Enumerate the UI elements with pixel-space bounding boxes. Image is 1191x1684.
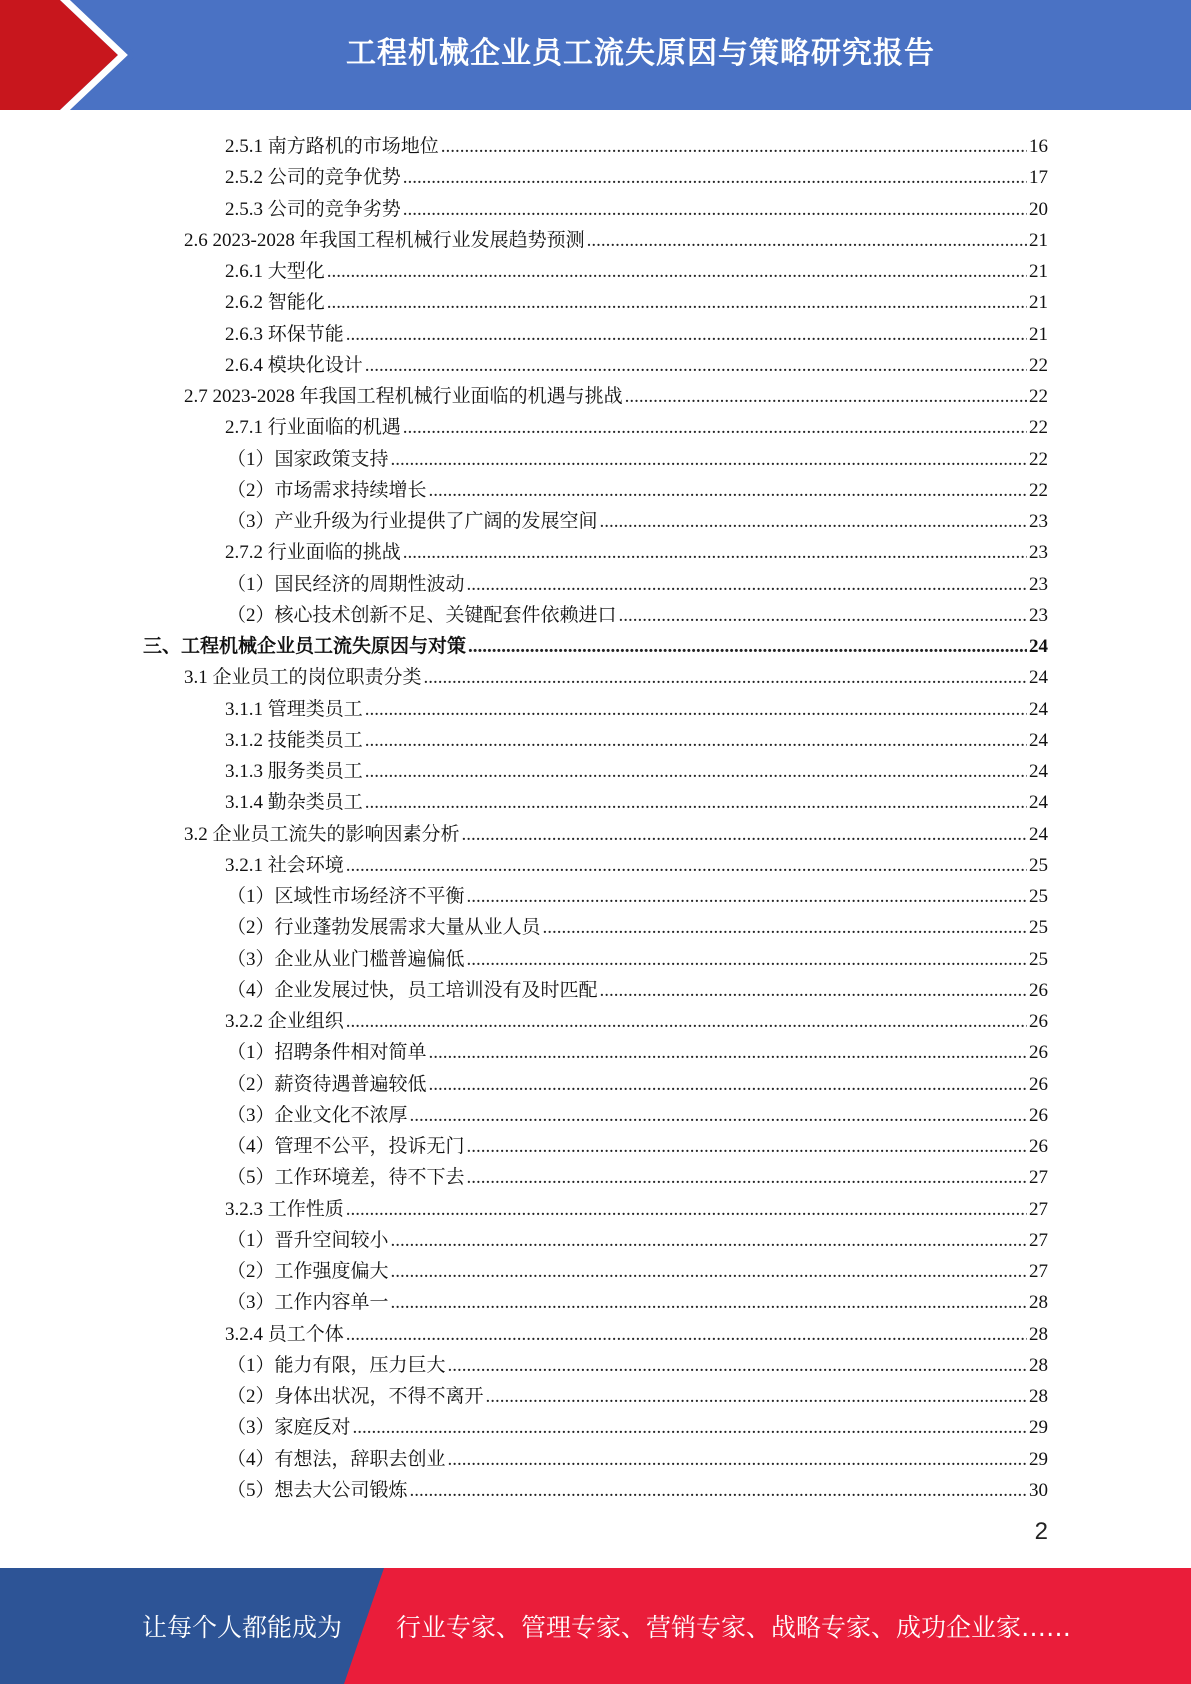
toc-entry-label: （2）市场需求持续增长	[227, 479, 427, 501]
toc-entry-page: 26	[1029, 1136, 1048, 1157]
toc-entry[interactable]	[227, 1034, 1048, 1065]
toc-entry-page: 25	[1029, 854, 1048, 876]
toc-dot-leader	[424, 666, 1027, 690]
toc-dot-leader	[429, 1041, 1027, 1065]
toc-entry[interactable]	[227, 1097, 1048, 1128]
toc-entry[interactable]	[225, 784, 1048, 815]
toc-entry-label: （5）工作环境差，待不下去	[227, 1167, 465, 1189]
toc-entry-label: （2）工作强度偏大	[227, 1261, 389, 1282]
toc-entry-label: 2.6.4 模块化设计	[225, 354, 363, 376]
toc-entry-page: 25	[1029, 948, 1048, 970]
toc-entry-label: （1）国民经济的周期性波动	[227, 573, 465, 595]
toc-entry[interactable]	[227, 878, 1048, 909]
toc-entry[interactable]	[227, 909, 1048, 940]
toc-entry-page: 28	[1029, 1323, 1048, 1345]
toc-dot-leader	[467, 1166, 1027, 1190]
toc-dot-leader	[403, 198, 1027, 222]
toc-entry[interactable]	[227, 972, 1048, 1003]
toc-entry[interactable]	[225, 316, 1048, 347]
toc-entry-label: 2.6 2023-2028 年我国工程机械行业发展趋势预测	[184, 229, 585, 251]
toc-entry[interactable]	[227, 1128, 1048, 1159]
toc-entry[interactable]	[225, 722, 1048, 753]
toc-entry-label: （1）国家政策支持	[227, 448, 389, 470]
toc-entry-page: 23	[1029, 542, 1048, 564]
toc-entry-page: 25	[1029, 917, 1048, 939]
toc-entry[interactable]	[227, 1159, 1048, 1190]
toc-entry[interactable]	[225, 847, 1048, 878]
toc-entry-label: 2.7.1 行业面临的机遇	[225, 417, 401, 439]
toc-dot-leader	[600, 510, 1027, 534]
toc-entry-label: （5）想去大公司锻炼	[227, 1479, 408, 1501]
toc-dot-leader	[467, 573, 1027, 597]
toc-entry-page: 23	[1029, 511, 1048, 532]
toc-entry[interactable]	[227, 1409, 1048, 1440]
toc-dot-leader	[346, 323, 1027, 347]
toc-entry[interactable]	[225, 253, 1048, 284]
toc-entry[interactable]	[225, 691, 1048, 722]
toc-entry[interactable]	[184, 378, 1048, 409]
toc-dot-leader	[346, 1323, 1027, 1347]
toc-entry-label: （2）身体出状况，不得不离开	[227, 1386, 484, 1407]
toc-entry-page: 22	[1029, 417, 1048, 439]
toc-entry-page: 30	[1029, 1479, 1048, 1501]
toc-entry-label: （3）企业文化不浓厚	[227, 1104, 408, 1126]
toc-entry[interactable]	[227, 1222, 1048, 1253]
toc-entry-page: 21	[1029, 323, 1048, 345]
toc-entry-label: （2）行业蓬勃发展需求大量从业人员	[227, 917, 541, 939]
toc-entry[interactable]	[184, 659, 1048, 690]
document-title: 工程机械企业员工流失原因与策略研究报告	[346, 36, 935, 71]
toc-dot-leader	[391, 1291, 1027, 1315]
toc-entry-page: 26	[1029, 1104, 1048, 1126]
toc-dot-leader	[327, 291, 1027, 315]
toc-dot-leader	[327, 260, 1027, 284]
toc-entry[interactable]	[225, 128, 1048, 159]
toc-entry-page: 16	[1029, 136, 1048, 157]
toc-entry[interactable]	[227, 1378, 1048, 1409]
toc-dot-leader	[391, 448, 1027, 472]
toc-entry-page: 24	[1029, 636, 1048, 657]
toc-entry-page: 23	[1029, 604, 1048, 626]
toc-entry[interactable]	[143, 628, 1048, 659]
toc-entry-page: 22	[1029, 354, 1048, 376]
page-number: 2	[1034, 1518, 1048, 1545]
toc-entry-page: 28	[1029, 1292, 1048, 1314]
toc-entry-label: （4）管理不公平，投诉无门	[227, 1136, 465, 1157]
toc-entry[interactable]	[227, 1066, 1048, 1097]
toc-dot-leader	[600, 979, 1027, 1003]
toc-entry-page: 24	[1029, 667, 1048, 689]
toc-dot-leader	[462, 823, 1027, 847]
toc-dot-leader	[467, 1135, 1027, 1159]
toc-entry-label: 3.1 企业员工的岗位职责分类	[184, 667, 422, 689]
toc-dot-leader	[346, 1010, 1027, 1034]
toc-entry-label: 3.2 企业员工流失的影响因素分析	[184, 823, 460, 845]
toc-entry[interactable]	[225, 1316, 1048, 1347]
toc-dot-leader	[587, 229, 1027, 253]
toc-entry[interactable]	[227, 503, 1048, 534]
toc-entry[interactable]	[227, 1347, 1048, 1378]
toc-entry-label: （3）工作内容单一	[227, 1292, 389, 1314]
toc-entry-label: 3.1.1 管理类员工	[225, 698, 363, 720]
toc-entry-label: （3）产业升级为行业提供了广阔的发展空间	[227, 511, 598, 532]
toc-entry-page: 23	[1029, 573, 1048, 595]
toc-entry-label: 3.2.4 员工个体	[225, 1323, 344, 1345]
toc-entry[interactable]	[225, 1191, 1048, 1222]
toc-entry-label: 2.5.1 南方路机的市场地位	[225, 136, 439, 157]
toc-entry[interactable]	[227, 441, 1048, 472]
toc-entry-label: （3）企业从业门槛普遍偏低	[227, 948, 465, 970]
toc-dot-leader	[403, 416, 1027, 440]
toc-entry-page: 26	[1029, 1073, 1048, 1095]
toc-entry-label: （4）有想法，辞职去创业	[227, 1448, 446, 1470]
toc-dot-leader	[365, 791, 1027, 815]
toc-entry-label: 2.6.1 大型化	[225, 261, 325, 282]
toc-dot-leader	[391, 1260, 1027, 1284]
toc-entry-page: 20	[1029, 198, 1048, 220]
toc-dot-leader	[365, 760, 1027, 784]
toc-entry[interactable]	[184, 816, 1048, 847]
toc-entry-page: 29	[1029, 1448, 1048, 1470]
toc-entry-page: 24	[1029, 792, 1048, 814]
toc-entry-label: （1）区域性市场经济不平衡	[227, 886, 465, 907]
toc-dot-leader	[391, 1229, 1027, 1253]
toc-dot-leader	[543, 916, 1027, 940]
toc-entry[interactable]	[225, 534, 1048, 565]
toc-entry-label: 3.1.3 服务类员工	[225, 761, 363, 782]
toc-entry[interactable]	[227, 1253, 1048, 1284]
toc-entry-label: 3.1.4 勤杂类员工	[225, 792, 363, 814]
toc-entry[interactable]	[227, 566, 1048, 597]
toc-entry-label: 3.1.2 技能类员工	[225, 729, 363, 751]
toc-entry-label: （1）晋升空间较小	[227, 1229, 389, 1251]
header-arrow-decoration	[0, 0, 150, 110]
footer-slogan-left: 让每个人都能成为	[142, 1613, 343, 1642]
toc-dot-leader	[467, 948, 1027, 972]
toc-entry-page: 22	[1029, 386, 1048, 407]
toc-entry-label: （1）招聘条件相对简单	[227, 1042, 427, 1064]
toc-entry-label: （1）能力有限，压力巨大	[227, 1354, 446, 1376]
toc-entry[interactable]	[227, 1472, 1048, 1503]
toc-entry-page: 28	[1029, 1354, 1048, 1376]
toc-dot-leader	[410, 1104, 1027, 1128]
toc-entry[interactable]	[227, 1284, 1048, 1315]
toc-dot-leader	[346, 854, 1027, 878]
toc-entry-label: 2.6.2 智能化	[225, 292, 325, 314]
toc-entry-label: 三、工程机械企业员工流失原因与对策	[143, 636, 467, 657]
toc-dot-leader	[448, 1354, 1027, 1378]
toc-entry[interactable]	[227, 597, 1048, 628]
toc-entry-page: 24	[1029, 729, 1048, 751]
toc-dot-leader	[365, 729, 1027, 753]
footer-slogan-right: 行业专家、管理专家、营销专家、战略专家、成功企业家……	[396, 1613, 1072, 1642]
toc-entry-page: 28	[1029, 1386, 1048, 1407]
toc-dot-leader	[448, 1448, 1027, 1472]
toc-dot-leader	[403, 166, 1027, 190]
toc-entry-label: 2.7 2023-2028 年我国工程机械行业面临的机遇与挑战	[184, 386, 623, 407]
toc-entry[interactable]	[225, 409, 1048, 440]
toc-dot-leader	[441, 135, 1027, 159]
toc-entry[interactable]	[225, 1003, 1048, 1034]
toc-entry-page: 26	[1029, 1042, 1048, 1064]
toc-entry[interactable]	[225, 191, 1048, 222]
toc-dot-leader	[429, 1073, 1027, 1097]
toc-entry-page: 21	[1029, 229, 1048, 251]
toc-dot-leader	[619, 604, 1027, 628]
page-header	[0, 0, 1191, 110]
toc-entry[interactable]	[225, 753, 1048, 784]
toc-entry[interactable]	[227, 941, 1048, 972]
toc-dot-leader	[410, 1479, 1027, 1503]
toc-entry-label: 2.6.3 环保节能	[225, 323, 344, 345]
toc-entry-label: （3）家庭反对	[227, 1417, 351, 1439]
toc-entry-label: 3.2.2 企业组织	[225, 1011, 344, 1032]
page-footer	[0, 1568, 1191, 1684]
toc-entry-page: 24	[1029, 823, 1048, 845]
toc-dot-leader	[346, 1198, 1027, 1222]
toc-entry-label: （2）薪资待遇普遍较低	[227, 1073, 427, 1095]
toc-entry-page: 21	[1029, 292, 1048, 314]
toc-entry-page: 27	[1029, 1229, 1048, 1251]
toc-entry[interactable]	[225, 159, 1048, 190]
toc-entry-label: （4）企业发展过快，员工培训没有及时匹配	[227, 979, 598, 1001]
toc-dot-leader	[429, 479, 1027, 503]
toc-entry-label: 2.7.2 行业面临的挑战	[225, 542, 401, 564]
toc-dot-leader	[365, 698, 1027, 722]
toc-entry-label: （2）核心技术创新不足、关键配套件依赖进口	[227, 604, 617, 626]
toc-dot-leader	[625, 385, 1027, 409]
toc-dot-leader	[365, 354, 1027, 378]
toc-entry-label: 3.2.3 工作性质	[225, 1198, 344, 1220]
toc-dot-leader	[353, 1416, 1027, 1440]
toc-entry[interactable]	[184, 222, 1048, 253]
toc-dot-leader	[486, 1385, 1027, 1409]
toc-entry-label: 3.2.1 社会环境	[225, 854, 344, 876]
toc-entry[interactable]	[227, 1441, 1048, 1472]
toc-entry-page: 17	[1029, 167, 1048, 189]
toc-entry-page: 26	[1029, 979, 1048, 1001]
toc-entry[interactable]	[225, 347, 1048, 378]
toc-entry-page: 29	[1029, 1417, 1048, 1439]
toc-entry-page: 26	[1029, 1011, 1048, 1032]
toc-dot-leader	[467, 885, 1027, 909]
toc-entry-page: 24	[1029, 761, 1048, 782]
toc-entry-page: 22	[1029, 479, 1048, 501]
toc-entry-label: 2.5.3 公司的竞争劣势	[225, 198, 401, 220]
toc-dot-leader	[468, 635, 1027, 659]
toc-entry-page: 25	[1029, 886, 1048, 907]
toc-entry-page: 22	[1029, 448, 1048, 470]
toc-entry-page: 27	[1029, 1167, 1048, 1189]
toc-entry-page: 21	[1029, 261, 1048, 282]
toc-entry-page: 27	[1029, 1261, 1048, 1282]
toc-entry-page: 27	[1029, 1198, 1048, 1220]
toc-dot-leader	[403, 541, 1027, 565]
toc-entry[interactable]	[227, 472, 1048, 503]
toc-entry-page: 24	[1029, 698, 1048, 720]
toc-entry-label: 2.5.2 公司的竞争优势	[225, 167, 401, 189]
toc-entry[interactable]	[225, 284, 1048, 315]
